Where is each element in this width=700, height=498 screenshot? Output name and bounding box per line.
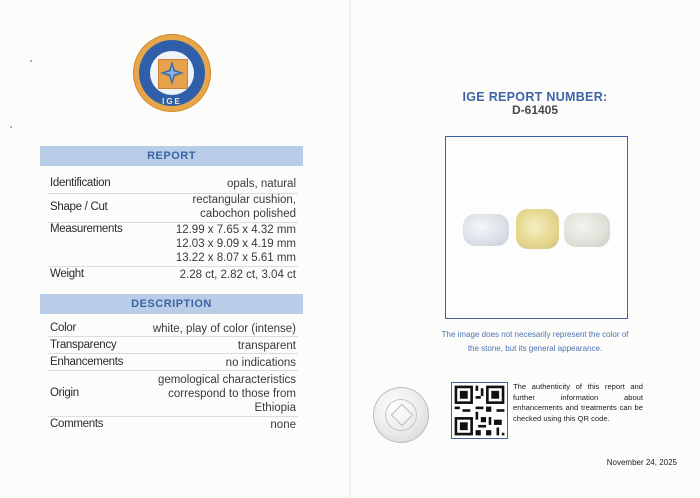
divider: [48, 266, 298, 267]
origin-label: Origin: [50, 387, 79, 399]
opal-left: [463, 214, 509, 246]
weight-value: 2.28 ct, 2.82 ct, 3.04 ct: [179, 269, 296, 281]
comments-label: Comments: [50, 418, 104, 430]
report-number-value: D-61405: [511, 103, 559, 117]
color-label: Color: [50, 322, 76, 334]
stone-photo: [445, 136, 628, 319]
row-measurements: [50, 223, 296, 267]
divider: [48, 353, 298, 354]
photo-caption: The image does not necesarily represent the color of the stone, but its general appearance.: [441, 330, 629, 353]
comments-value: none: [270, 419, 296, 431]
speck: [10, 126, 12, 128]
row-origin: [50, 373, 296, 417]
row-enhancements: [50, 356, 296, 370]
speck: [30, 60, 32, 62]
measurements-label: Measurements: [50, 223, 123, 235]
shape-cut-label: Shape / Cut: [50, 201, 108, 213]
report-date: November 24, 2025: [606, 458, 677, 467]
qr-code[interactable]: [451, 382, 508, 439]
shape-cut-value: rectangular cushion, cabochon polished: [192, 194, 296, 220]
qr-code-icon: [452, 383, 507, 438]
qr-note: The authenticity of this report and further information about enhancements and treatments can be checked using this QR code.: [513, 382, 643, 423]
hologram-seal: [373, 387, 429, 443]
row-shape-cut: [50, 193, 296, 223]
divider: [48, 370, 298, 371]
weight-label: Weight: [50, 268, 84, 280]
color-value: white, play of color (intense): [152, 323, 296, 335]
enhancements-label: Enhancements: [50, 356, 124, 368]
opal-middle: [516, 209, 559, 249]
row-color: [50, 322, 296, 336]
row-comments: [50, 418, 296, 432]
row-transparency: [50, 339, 296, 353]
origin-value: gemological characteristics correspond to those from Ethiopia: [157, 374, 296, 414]
identification-label: Identification: [50, 177, 111, 189]
opal-right: [564, 213, 610, 247]
transparency-value: transparent: [237, 340, 296, 352]
divider: [48, 336, 298, 337]
divider: [48, 416, 298, 417]
measurements-value: 12.99 x 7.65 x 4.32 mm 12.03 x 9.09 x 4.19 mm 13.22 x 8.07 x 5.61 mm: [175, 224, 296, 264]
report-band: REPORT: [40, 146, 303, 166]
description-band: DESCRIPTION: [40, 294, 303, 314]
row-identification: [50, 177, 296, 193]
report-number-label: IGE REPORT NUMBER:: [462, 90, 608, 104]
ige-logo: [133, 34, 211, 112]
row-weight: [50, 268, 296, 284]
logo-abbr: IGE: [162, 97, 182, 106]
identification-value: opals, natural: [226, 178, 296, 190]
fold-line: [349, 0, 351, 498]
enhancements-value: no indications: [225, 357, 296, 369]
transparency-label: Transparency: [50, 339, 117, 351]
